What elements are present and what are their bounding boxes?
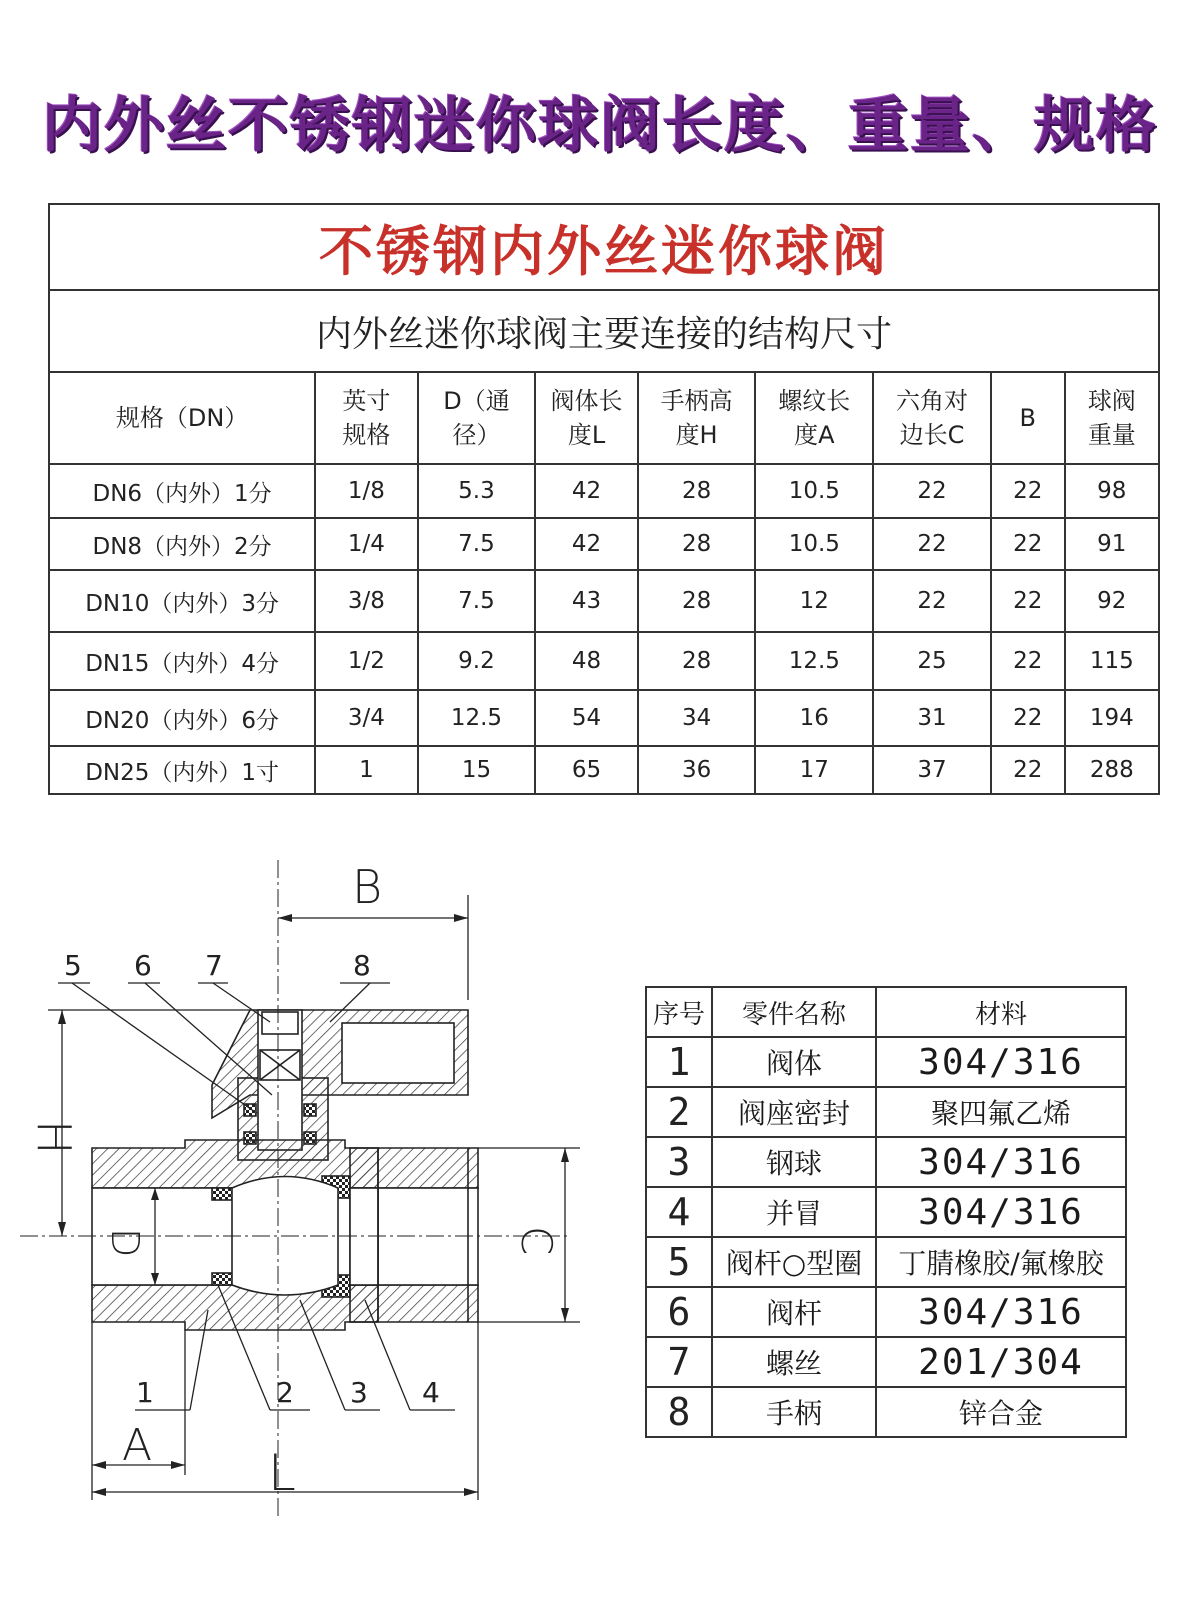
part-material: 201/304 — [876, 1337, 1126, 1387]
dim-label-a: A — [122, 1420, 153, 1471]
header-cell: 零件名称 — [712, 987, 876, 1037]
callout-1: 1 — [136, 1376, 154, 1409]
table-row — [646, 1187, 1126, 1237]
dim-label-c: C — [512, 1226, 561, 1256]
cell: 42 — [535, 518, 637, 570]
cell: 7.5 — [418, 570, 536, 632]
part-number: 1 — [646, 1037, 712, 1087]
dim-label-b: B — [352, 860, 383, 914]
header-cell: 球阀重量 — [1065, 372, 1159, 464]
part-name: 阀体 — [712, 1037, 876, 1087]
part-name: 钢球 — [712, 1137, 876, 1187]
dim-label-d: D — [103, 1228, 147, 1258]
cell: 115 — [1065, 632, 1159, 690]
table-row — [49, 632, 1159, 690]
cell: 3/4 — [315, 690, 417, 746]
cell: 12.5 — [418, 690, 536, 746]
cell: 12.5 — [755, 632, 873, 690]
part-material: 304/316 — [876, 1137, 1126, 1187]
cell: 28 — [638, 464, 756, 518]
cell: 22 — [873, 570, 991, 632]
cell: 43 — [535, 570, 637, 632]
cell: 31 — [873, 690, 991, 746]
part-number: 2 — [646, 1087, 712, 1137]
header-cell: B — [991, 372, 1065, 464]
part-material: 丁腈橡胶/氟橡胶 — [876, 1237, 1126, 1287]
cell: 12 — [755, 570, 873, 632]
cell: 3/8 — [315, 570, 417, 632]
cell: 65 — [535, 746, 637, 794]
cell: 22 — [991, 632, 1065, 690]
cell: 22 — [991, 690, 1065, 746]
cell: 48 — [535, 632, 637, 690]
part-material: 锌合金 — [876, 1387, 1126, 1437]
header-cell: 序号 — [646, 987, 712, 1037]
header-cell: 螺纹长度A — [755, 372, 873, 464]
header-cell: 手柄高度H — [638, 372, 756, 464]
part-number: 6 — [646, 1287, 712, 1337]
table-row — [646, 1137, 1126, 1187]
cell: 54 — [535, 690, 637, 746]
title-banner — [0, 0, 1200, 190]
dim-label-h: H — [27, 1120, 81, 1155]
part-number: 7 — [646, 1337, 712, 1387]
cell: DN6（内外）1分 — [49, 464, 315, 518]
cell: 194 — [1065, 690, 1159, 746]
part-name: 手柄 — [712, 1387, 876, 1437]
table-row — [646, 1387, 1126, 1437]
callout-4: 4 — [422, 1376, 440, 1409]
cell: 9.2 — [418, 632, 536, 690]
cell: 15 — [418, 746, 536, 794]
table-row — [646, 1337, 1126, 1387]
cell: 22 — [991, 518, 1065, 570]
part-name: 并冒 — [712, 1187, 876, 1237]
cell: 288 — [1065, 746, 1159, 794]
cell: 5.3 — [418, 464, 536, 518]
callout-8: 8 — [353, 949, 371, 982]
cell: 1 — [315, 746, 417, 794]
cell: 92 — [1065, 570, 1159, 632]
cell: DN8（内外）2分 — [49, 518, 315, 570]
part-material: 304/316 — [876, 1187, 1126, 1237]
cell: 36 — [638, 746, 756, 794]
cell: 28 — [638, 570, 756, 632]
cell: 22 — [991, 570, 1065, 632]
spec-table-subtitle: 内外丝迷你球阀主要连接的结构尺寸 — [49, 290, 1159, 372]
header-cell: 材料 — [876, 987, 1126, 1037]
header-cell: 阀体长度L — [535, 372, 637, 464]
cell: DN25（内外）1寸 — [49, 746, 315, 794]
cell: 17 — [755, 746, 873, 794]
cell: 10.5 — [755, 464, 873, 518]
part-material: 聚四氟乙烯 — [876, 1087, 1126, 1137]
cell: 16 — [755, 690, 873, 746]
table-row — [646, 1237, 1126, 1287]
part-number: 5 — [646, 1237, 712, 1287]
callout-3: 3 — [350, 1376, 368, 1409]
part-name: 阀座密封 — [712, 1087, 876, 1137]
header-cell: 规格（DN） — [49, 372, 315, 464]
cell: 42 — [535, 464, 637, 518]
cell: 37 — [873, 746, 991, 794]
page-title: 内外丝不锈钢迷你球阀长度、重量、规格 — [42, 91, 1158, 161]
cell: 1/8 — [315, 464, 417, 518]
spec-table — [48, 203, 1160, 795]
table-row — [646, 1287, 1126, 1337]
part-material: 304/316 — [876, 1037, 1126, 1087]
cell: 34 — [638, 690, 756, 746]
callout-2: 2 — [276, 1376, 294, 1409]
callout-6: 6 — [134, 949, 152, 982]
table-row — [49, 746, 1159, 794]
part-material: 304/316 — [876, 1287, 1126, 1337]
cell: 22 — [991, 746, 1065, 794]
table-row — [49, 570, 1159, 632]
header-cell: 英寸规格 — [315, 372, 417, 464]
spec-table-header-row — [49, 372, 1159, 464]
table-row — [646, 1037, 1126, 1087]
parts-table-header-row — [646, 987, 1126, 1037]
cell: 28 — [638, 518, 756, 570]
cell: 91 — [1065, 518, 1159, 570]
spec-table-title: 不锈钢内外丝迷你球阀 — [49, 204, 1159, 290]
cell: 25 — [873, 632, 991, 690]
table-row — [646, 1087, 1126, 1137]
cell: DN15（内外）4分 — [49, 632, 315, 690]
part-name: 阀杆○型圈 — [712, 1237, 876, 1287]
table-row — [49, 518, 1159, 570]
part-number: 8 — [646, 1387, 712, 1437]
cell: DN10（内外）3分 — [49, 570, 315, 632]
cell: 22 — [873, 464, 991, 518]
cell: 22 — [991, 464, 1065, 518]
table-row — [49, 690, 1159, 746]
header-cell: 六角对边长C — [873, 372, 991, 464]
cell: 28 — [638, 632, 756, 690]
callout-5: 5 — [64, 949, 82, 982]
table-row — [49, 464, 1159, 518]
callout-7: 7 — [205, 949, 223, 982]
cell: 10.5 — [755, 518, 873, 570]
header-cell: D（通径） — [418, 372, 536, 464]
cell: 1/4 — [315, 518, 417, 570]
dim-label-l: L — [268, 1444, 296, 1502]
cell: 1/2 — [315, 632, 417, 690]
cell: DN20（内外）6分 — [49, 690, 315, 746]
part-name: 阀杆 — [712, 1287, 876, 1337]
cell: 7.5 — [418, 518, 536, 570]
part-number: 3 — [646, 1137, 712, 1187]
part-number: 4 — [646, 1187, 712, 1237]
parts-table — [645, 986, 1127, 1438]
part-name: 螺丝 — [712, 1337, 876, 1387]
cell: 98 — [1065, 464, 1159, 518]
cell: 22 — [873, 518, 991, 570]
